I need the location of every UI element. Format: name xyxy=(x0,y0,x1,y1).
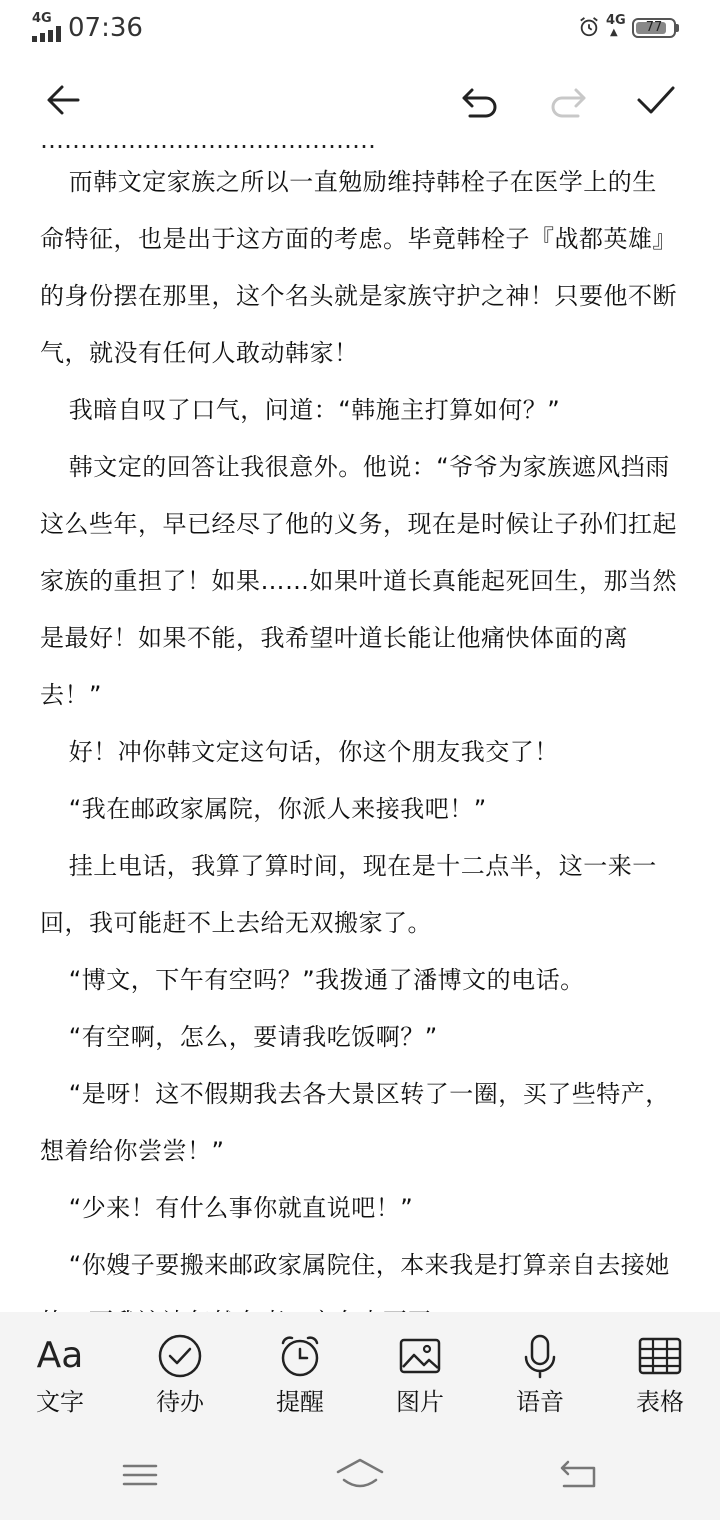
voice-button[interactable] xyxy=(490,1332,590,1432)
paragraph: 而韩文定家族之所以一直勉励维持韩栓子在医学上的生命特征，也是出于这方面的考虑。毕竟韩栓子『战都英雄』的身份摆在那里，这个名头就是家族守护之神！只要他不断气，就没有任何人敢动韩家！ xyxy=(40,168,677,367)
tool-label: 文字 xyxy=(36,1388,84,1416)
signal-bars-icon xyxy=(32,26,62,42)
text-format-icon: Aa xyxy=(36,1335,84,1376)
alarm-clock-icon xyxy=(277,1333,323,1379)
battery-level: 77 xyxy=(645,20,663,35)
home-icon[interactable] xyxy=(330,1450,390,1500)
data-activity-icon: ▲ xyxy=(610,27,618,38)
table-button[interactable] xyxy=(610,1332,710,1432)
todo-button[interactable] xyxy=(130,1332,230,1432)
tool-label: 提醒 xyxy=(276,1388,324,1416)
paragraph: “博文，下午有空吗？”我拨通了潘博文的电话。 xyxy=(68,966,585,994)
back-icon[interactable] xyxy=(550,1450,610,1500)
network-type-label: 4G xyxy=(32,11,52,26)
signal-indicator xyxy=(32,12,64,42)
paragraph: 我暗自叹了口气，问道：“韩施主打算如何？” xyxy=(68,396,561,424)
check-icon[interactable] xyxy=(634,78,678,122)
status-bar xyxy=(0,0,720,56)
menu-icon[interactable] xyxy=(110,1450,170,1500)
paragraph: “少来！有什么事你就直说吧！” xyxy=(68,1194,414,1222)
paragraph: 韩文定的回答让我很意外。他说：“爷爷为家族遮风挡雨这么些年，早已经尽了他的义务，现在是时候让子孙们扛起家族的重担了！如果……如果叶道长真能起死回生，那当然是最好！如果不能，我希望叶道长能让他痛快体面的离去！” xyxy=(40,453,677,709)
clock-time: 07:36 xyxy=(68,13,143,43)
todo-check-icon xyxy=(157,1333,203,1379)
battery-tip xyxy=(676,24,679,32)
network-type-right: 4G xyxy=(606,13,626,28)
paragraph: 挂上电话，我算了算时间，现在是十二点半，这一来一回，我可能赶不上去给无双搬家了。 xyxy=(40,852,657,937)
text-format-button[interactable] xyxy=(10,1332,110,1432)
undo-icon[interactable] xyxy=(458,78,502,122)
back-arrow-icon[interactable] xyxy=(42,78,86,122)
tool-label: 待办 xyxy=(156,1388,204,1416)
tool-label: 表格 xyxy=(636,1388,684,1416)
status-right xyxy=(578,12,688,46)
tool-label: 语音 xyxy=(516,1388,564,1416)
microphone-icon xyxy=(517,1333,563,1379)
table-icon xyxy=(637,1333,683,1379)
clipped-text-line: …………………………………… xyxy=(40,126,376,154)
battery-icon xyxy=(632,18,676,38)
paragraph: “有空啊，怎么，要请我吃饭啊？” xyxy=(68,1023,438,1051)
paragraph: “你嫂子要搬来邮政家属院住，本来我是打算亲自去接她 xyxy=(68,1251,670,1279)
image-button[interactable] xyxy=(370,1332,470,1432)
tool-label: 图片 xyxy=(396,1388,444,1416)
note-content[interactable] xyxy=(40,126,680,1310)
image-icon xyxy=(397,1333,443,1379)
paragraph: “我在邮政家属院，你派人来接我吧！” xyxy=(68,795,487,823)
reminder-button[interactable] xyxy=(250,1332,350,1432)
paragraph: 好！冲你韩文定这句话，你这个朋友我交了！ xyxy=(68,738,559,766)
editor-toolbar xyxy=(0,70,720,130)
redo-icon[interactable] xyxy=(546,78,590,122)
paragraph: “是呀！这不假期我去各大景区转了一圈，买了些特产，想着给你尝尝！” xyxy=(40,1080,670,1165)
alarm-status-icon xyxy=(578,16,600,38)
system-nav-bar xyxy=(0,1430,720,1520)
